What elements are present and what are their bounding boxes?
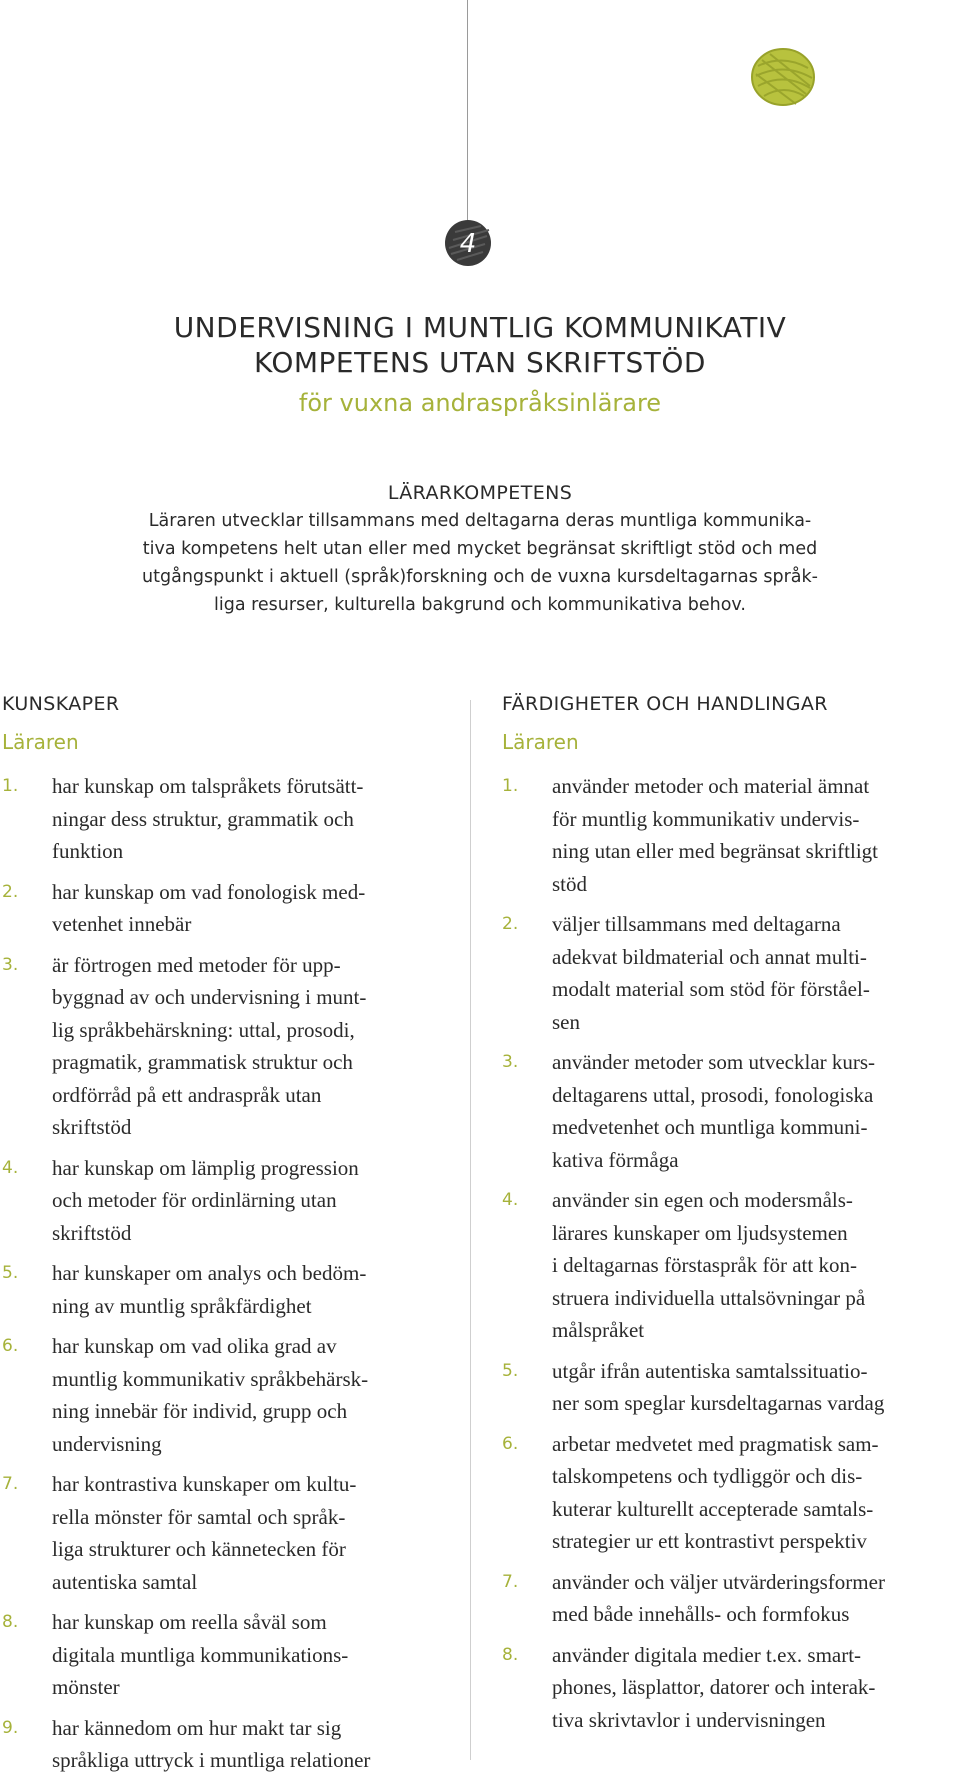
list-item-text: vetenhet innebär (52, 912, 192, 936)
list-item (502, 1046, 960, 1176)
hanging-line (467, 0, 468, 222)
list-item-number: 9. (2, 1717, 19, 1738)
list-item (502, 1355, 960, 1420)
list-item-text: använder sin egen och modersmåls- (552, 1188, 853, 1212)
list-item-text: ner som speglar kursdeltagarnas vardag (552, 1391, 885, 1415)
list-item-text: har kunskap om vad fonologisk med- (52, 879, 366, 904)
list-item-text: väljer tillsammans med deltagarna (552, 912, 841, 936)
column-divider (470, 700, 471, 1760)
list-item-number: 8. (502, 1644, 519, 1665)
list-item (2, 876, 452, 941)
list-item-text: mönster (52, 1675, 120, 1699)
list-item-text: modalt material som stöd för förståel- (552, 977, 870, 1001)
list-item-text: är förtrogen med metoder för upp- (52, 952, 341, 977)
list-item-text: arbetar medvetet med pragmatisk sam- (552, 1431, 879, 1456)
knowledge-subheading: Läraren (2, 730, 79, 754)
title-line-2: KOMPETENS UTAN SKRIFTSTÖD (254, 346, 706, 379)
list-item (502, 770, 960, 900)
intro-section (0, 479, 960, 619)
skills-heading: FÄRDIGHETER OCH HANDLINGAR (502, 693, 828, 715)
list-item-number: 8. (2, 1612, 19, 1632)
scribble-dot-icon (748, 46, 818, 108)
list-item-number: 1. (502, 776, 519, 796)
list-item (2, 1330, 452, 1460)
list-item-text: phones, läsplattor, datorer och interak- (552, 1675, 876, 1699)
list-item-text: i deltagarnas förstaspråk för att kon- (552, 1253, 857, 1277)
list-item-number: 4. (2, 1157, 19, 1178)
intro-text (0, 507, 960, 619)
list-item (502, 1566, 960, 1631)
list-item-number: 3. (502, 1052, 519, 1072)
list-item-number: 7. (502, 1571, 519, 1592)
list-item-text: byggnad av och undervisning i munt- (52, 985, 367, 1009)
list-item-text: och metoder för ordinlärning utan (52, 1188, 337, 1212)
circle-badge-icon (443, 218, 493, 268)
knowledge-list (2, 770, 452, 1777)
list-item-text: struera individuella uttalsövningar på (552, 1285, 866, 1310)
list-item-number: 3. (2, 954, 19, 975)
list-item-number: 5. (2, 1263, 19, 1283)
list-item-number: 6. (502, 1433, 519, 1454)
list-item-text: rella mönster för samtal och språk- (52, 1504, 346, 1529)
list-item (2, 1606, 452, 1704)
list-item-text: digitala muntliga kommunikations- (52, 1642, 349, 1667)
list-item (502, 908, 960, 1038)
list-item-text: liga strukturer och kännetecken för (52, 1537, 346, 1561)
list-item-text: använder metoder och material ämnat (552, 774, 870, 798)
list-item-number: 6. (2, 1336, 19, 1356)
list-item-text: ordförråd på ett andraspråk utan (52, 1082, 322, 1107)
intro-line: Läraren utvecklar tillsammans med deltagarna deras muntliga kommunika- (148, 511, 812, 531)
knowledge-column (2, 690, 452, 1785)
intro-line: utgångspunkt i aktuell (språk)forskning och de vuxna kursdeltagarnas språk- (142, 567, 818, 587)
list-item-text: språkliga uttryck i muntliga relationer (52, 1748, 371, 1772)
list-item-text: har kunskap om talspråkets förutsätt- (52, 774, 364, 798)
list-item-text: har kontrastiva kunskaper om kultu- (52, 1472, 357, 1496)
title-line-1: UNDERVISNING I MUNTLIG KOMMUNIKATIV (173, 311, 787, 344)
list-item-text: talskompetens och tydliggör och dis- (552, 1464, 863, 1488)
list-item-text: skriftstöd (52, 1115, 132, 1139)
list-item-text: har kunskap om vad olika grad av (52, 1334, 337, 1358)
list-item-text: stöd (552, 871, 588, 896)
list-item-text: skriftstöd (52, 1220, 132, 1245)
list-item-text: adekvat bildmaterial och annat multi- (552, 944, 867, 969)
list-item-number: 2. (502, 914, 519, 934)
list-item-text: pragmatik, grammatisk struktur och (52, 1050, 353, 1074)
badge-number: 4 (459, 229, 477, 259)
list-item-number: 5. (502, 1360, 519, 1381)
skills-column (502, 690, 960, 1744)
list-item-text: har kunskap om reella såväl som (52, 1610, 327, 1634)
list-item (2, 1468, 452, 1598)
list-item-text: kuterar kulturellt accepterade samtals- (552, 1496, 874, 1521)
skills-list (502, 770, 960, 1736)
list-item (502, 1428, 960, 1558)
page-title (0, 310, 960, 380)
list-item-text: lig språkbehärskning: uttal, prosodi, (52, 1017, 355, 1042)
list-item-number: 7. (2, 1474, 19, 1494)
list-item (2, 770, 452, 868)
list-item (502, 1639, 960, 1737)
list-item-text: har kunskap om lämplig progression (52, 1155, 359, 1180)
list-item (2, 1257, 452, 1322)
list-item-text: använder och väljer utvärderingsformer (552, 1569, 885, 1594)
list-item-number: 2. (2, 881, 19, 902)
list-item-text: ning av muntlig språkfärdighet (52, 1293, 312, 1318)
list-item (502, 1184, 960, 1347)
page-header (0, 310, 960, 420)
page-subtitle: för vuxna andraspråksinlärare (298, 389, 662, 417)
list-item-text: använder digitala medier t.ex. smart- (552, 1642, 862, 1667)
knowledge-heading: KUNSKAPER (2, 693, 120, 715)
list-item-text: sen (552, 1009, 580, 1034)
list-item-text: ning innebär för individ, grupp och (52, 1399, 348, 1423)
list-item-text: har kännedom om hur makt tar sig (52, 1715, 342, 1740)
list-item-text: ning utan eller med begränsat skriftligt (552, 839, 878, 863)
list-item-text: kativa förmåga (552, 1147, 679, 1172)
list-item-text: målspråket (552, 1318, 645, 1342)
list-item-number: 4. (502, 1190, 519, 1210)
list-item (2, 949, 452, 1144)
intro-line: tiva kompetens helt utan eller med mycket begränsat skriftligt stöd och med (142, 539, 818, 559)
list-item-text: funktion (52, 839, 124, 863)
list-item-text: för muntlig kommunikativ undervis- (552, 806, 860, 831)
list-item-text: använder metoder som utvecklar kurs- (552, 1050, 876, 1074)
list-item-text: med både innehålls- och formfokus (552, 1602, 850, 1626)
list-item-text: strategier ur ett kontrastivt perspektiv (552, 1529, 867, 1553)
list-item (2, 1712, 452, 1777)
list-item-text: muntlig kommunikativ språkbehärsk- (52, 1366, 369, 1391)
list-item-text: medvetenhet och muntliga kommuni- (552, 1115, 868, 1139)
list-item-text: undervisning (52, 1431, 162, 1456)
list-item-number: 1. (2, 776, 19, 796)
skills-subheading: Läraren (502, 730, 579, 754)
list-item-text: deltagarens uttal, prosodi, fonologiska (552, 1082, 874, 1107)
intro-line: liga resurser, kulturella bakgrund och kommunikativa behov. (213, 595, 746, 615)
intro-heading: LÄRARKOMPETENS (387, 482, 573, 504)
list-item-text: har kunskaper om analys och bedöm- (52, 1261, 367, 1285)
list-item-text: utgår ifrån autentiska samtalssituatio- (552, 1358, 868, 1383)
list-item (2, 1152, 452, 1250)
list-item-text: lärares kunskaper om ljudsystemen (552, 1220, 848, 1245)
list-item-text: ningar dess struktur, grammatik och (52, 806, 354, 831)
list-item-text: tiva skrivtavlor i undervisningen (552, 1707, 826, 1732)
list-item-text: autentiska samtal (52, 1569, 198, 1594)
